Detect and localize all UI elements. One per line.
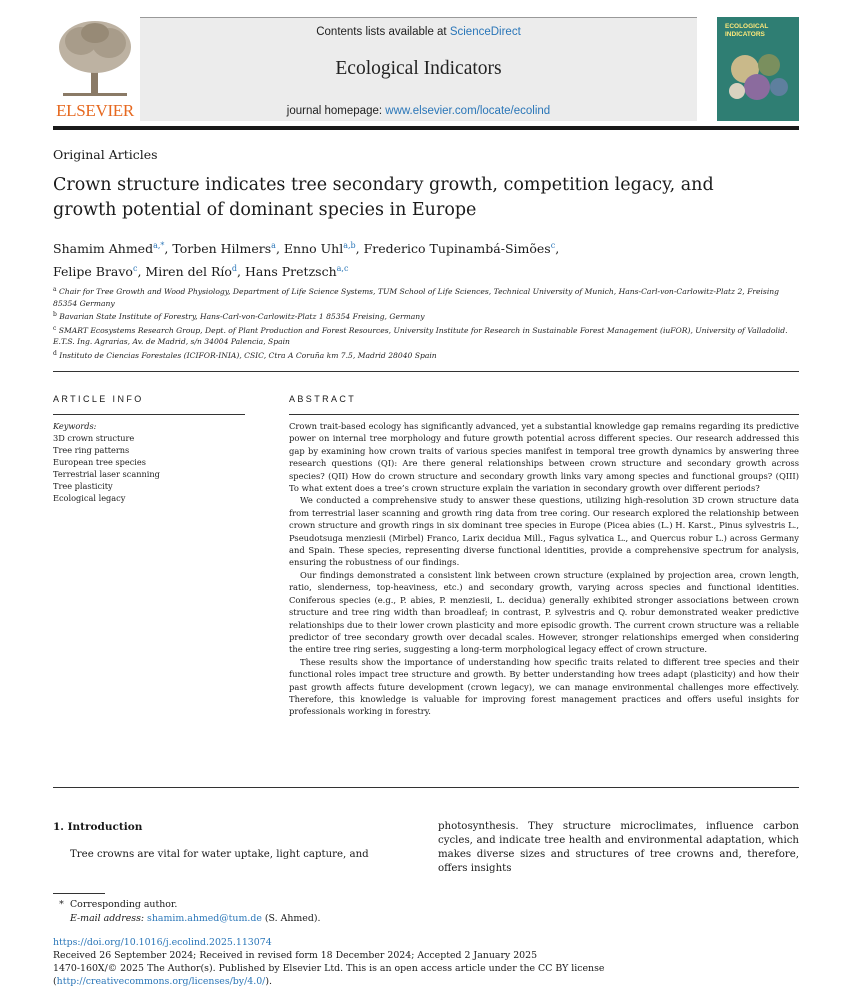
publication-meta xyxy=(53,936,813,988)
contents-line xyxy=(140,26,697,38)
affiliation-text: Chair for Tree Growth and Wood Physiology, Department of Life Science Systems, TUM School of Life Sciences, Technical University of Munich, Hans-Carl-von-Carlowitz-Platz 2, Freising 85354 Germany xyxy=(53,287,779,308)
affiliation-text: Instituto de Ciencias Forestales (ICIFOR-INIA), CSIC, Ctra A Coruña km 7.5, Madrid 28040 Spain xyxy=(56,350,437,360)
affiliation-mark: a xyxy=(53,286,57,293)
homepage-prefix: journal homepage: xyxy=(286,105,386,117)
author-name[interactable]: Frederico Tupinambá-Simões xyxy=(363,241,551,256)
keywords-label: Keywords: xyxy=(53,421,97,431)
contents-prefix: Contents lists available at xyxy=(316,26,450,38)
corresponding-label: Corresponding author. xyxy=(70,899,178,910)
author-list: Shamim Ahmed$^{a,*}$, Torben Hilmers$^a$, Enno Uhl$^{a,b}$, Frederico Tupinambá-Simões$^c$, Felipe Bravo$^c$, Miren del Río$^d$, Hans Pretzsch$^{a,c}$ xyxy=(53,241,560,279)
affiliation-text: Bavarian State Institute of Forestry, Hans-Carl-von-Carlowitz-Platz 1 85354 Freising, Germany xyxy=(56,312,425,321)
license-link[interactable]: http://creativecommons.org/licenses/by/4.0/ xyxy=(56,976,266,987)
homepage-line xyxy=(140,105,697,117)
doi-link[interactable]: https://doi.org/10.1016/j.ecolind.2025.113074 xyxy=(53,937,272,948)
author-name[interactable]: Miren del Río xyxy=(145,264,232,279)
affiliation-item xyxy=(53,323,793,348)
keyword-item: European tree species xyxy=(53,457,146,467)
author-name[interactable]: Torben Hilmers xyxy=(172,241,272,256)
affiliation-item xyxy=(53,348,793,362)
affiliation-mark: d xyxy=(53,349,57,357)
keyword-item: Ecological legacy xyxy=(53,493,126,503)
affiliation-item xyxy=(53,309,793,323)
received-dates: Received 26 September 2024; Received in revised form 18 December 2024; Accepted 2 January 2025 xyxy=(53,950,538,961)
sciencedirect-link[interactable]: ScienceDirect xyxy=(449,26,521,38)
email-line xyxy=(53,912,793,926)
footnote-rule xyxy=(53,893,105,894)
author-affiliation-mark[interactable]: d xyxy=(231,264,238,273)
license-suffix: ). xyxy=(265,976,272,987)
journal-homepage-link[interactable]: www.elsevier.com/locate/ecolind xyxy=(385,105,551,117)
abstract-paragraph: Crown trait-based ecology has significantly advanced, yet a substantial knowledge gap remains regarding its predictive power on internal tree morphology and future growth potential across different species. Our research addressed this gap by examining how crown traits of various species manifest in temporal tree growth dynamics by answering three research questions (QI): Are there general relationships between crown structure and secondary growth across species? (QII) How do crown structure and secondary growth links vary among species and functional groups? (QIII) To what extent does a tree’s crown structure explain the variation in secondary growth over different periods? xyxy=(289,421,799,494)
divider xyxy=(53,787,799,788)
abstract-paragraph: We conducted a comprehensive study to answer these questions, utilizing high-resolution 3D crown structure data from terrestrial laser scanning and growth ring data from tree coring. Our research explored the relationship between crown structure and growth rings in six dominant tree species in Europe (Picea abies (L.) H. Karst., Pinus sylvestris L., Pseudotsuga menziesii (Mirbel) Franco, Larix decidua Mill., Fagus sylvatica L., and Quercus robur L.) across Germany and Spain. These species, representing diverse functional identities, provide a comprehensive spectrum for analysis, ensuring the robustness of our findings. xyxy=(289,495,799,568)
footnote-mark: * xyxy=(59,899,64,910)
article-info-heading: ARTICLE INFO xyxy=(53,394,144,404)
keyword-list xyxy=(53,432,243,504)
author-email-link[interactable]: shamim.ahmed@tum.de xyxy=(147,913,262,924)
license-prefix: 1470-160X/© 2025 The Author(s). Published by Elsevier Ltd. This is an open access article under the CC BY license ( xyxy=(53,963,605,987)
section-heading-introduction: 1. Introduction xyxy=(53,821,143,833)
keyword-item: Terrestrial laser scanning xyxy=(53,469,160,479)
affiliation-mark: b xyxy=(53,311,57,318)
divider xyxy=(53,371,799,372)
cover-image-icon xyxy=(717,17,799,121)
affiliation-mark: c xyxy=(53,324,57,332)
author-affiliation-mark[interactable]: a,c xyxy=(336,264,349,273)
article-section: Original Articles xyxy=(53,147,158,162)
author-name[interactable]: Felipe Bravo xyxy=(53,264,133,279)
divider xyxy=(53,414,245,415)
header-rule xyxy=(53,126,799,130)
keyword-item: Tree ring patterns xyxy=(53,445,130,455)
divider xyxy=(289,414,799,415)
journal-cover xyxy=(717,17,799,121)
email-label: E-mail address: xyxy=(70,913,148,924)
author-name[interactable]: Shamim Ahmed xyxy=(53,241,154,256)
author-name[interactable]: Enno Uhl xyxy=(283,241,344,256)
author-affiliation-mark[interactable]: a,* xyxy=(153,241,165,250)
author-affiliation-mark[interactable]: a,b xyxy=(343,241,356,250)
affiliation-list xyxy=(53,284,793,361)
abstract-heading: ABSTRACT xyxy=(289,394,357,404)
author-affiliation-mark[interactable]: c xyxy=(550,241,556,250)
journal-header xyxy=(140,17,697,121)
publisher-name: ELSEVIER xyxy=(56,101,134,120)
keyword-item: 3D crown structure xyxy=(53,433,135,443)
email-suffix: (S. Ahmed). xyxy=(261,913,321,924)
keyword-item: Tree plasticity xyxy=(53,481,113,491)
intro-paragraph-right: photosynthesis. They structure microclimates, influence carbon cycles, and indicate tree health and environmental adaptation, which makes diverse sizes and structures of tree crowns and, therefore, offers insights xyxy=(438,821,799,874)
elsevier-logo xyxy=(53,17,137,121)
author-affiliation-mark[interactable]: a xyxy=(271,241,276,250)
license-line xyxy=(53,962,813,988)
affiliation-text: SMART Ecosystems Research Group, Dept. of Plant Production and Forest Resources, University Institute for Research in Sustainable Forest Management (iuFOR), University of Valladolid. E.T.S. Ing. Agrarias, Av. de Madrid, s/n 34004 Palencia, Spain xyxy=(53,325,788,346)
abstract-paragraph: These results show the importance of understanding how specific traits related to different tree species and their functional roles impact tree structure and growth. By better understanding how trees adapt (plasticity) and how their past growth affects future development (crown legacy), we can manage environmental challenges more effectively. Therefore, this knowledge is valuable for improving forest management practices and offers useful insights for professionals working in forestry. xyxy=(289,656,799,717)
abstract-paragraph: Our findings demonstrated a consistent link between crown structure (explained by projection area, crown length, ratio, slenderness, top-heaviness, etc.) and secondary growth, varying across species and functional identities. Coniferous species (e.g., P. abies, P. menziesii, L. decidua) generally exhibited stronger associations between crown structure and tree ring width than broadleaf; in contrast, P. sylvestris and Q. robur demonstrated weaker predictive relationships due to their lower crown plasticity and more episodic growth. The current crown structure was a reliable predictor of tree secondary growth over decadal scales. However, stronger relationships emerged when considering the entire tree ring series, suggesting a long-term morphological legacy effect of crown structure. xyxy=(289,569,799,655)
article-title: Crown structure indicates tree secondary growth, competition legacy, and growth potential of dominant species in Europe xyxy=(53,175,714,220)
corresponding-line xyxy=(53,898,793,912)
cover-title: ECOLOGICAL INDICATORS xyxy=(725,23,769,38)
corresponding-author-note xyxy=(53,898,793,926)
intro-paragraph-left: Tree crowns are vital for water uptake, light capture, and xyxy=(70,849,369,860)
abstract-body xyxy=(289,420,799,718)
author-affiliation-mark[interactable]: c xyxy=(132,264,138,273)
journal-name: Ecological Indicators xyxy=(335,58,502,79)
keywords-block xyxy=(53,420,243,504)
affiliation-item xyxy=(53,284,793,309)
author-name[interactable]: Hans Pretzsch xyxy=(244,264,337,279)
tree-logo-icon xyxy=(53,17,137,101)
